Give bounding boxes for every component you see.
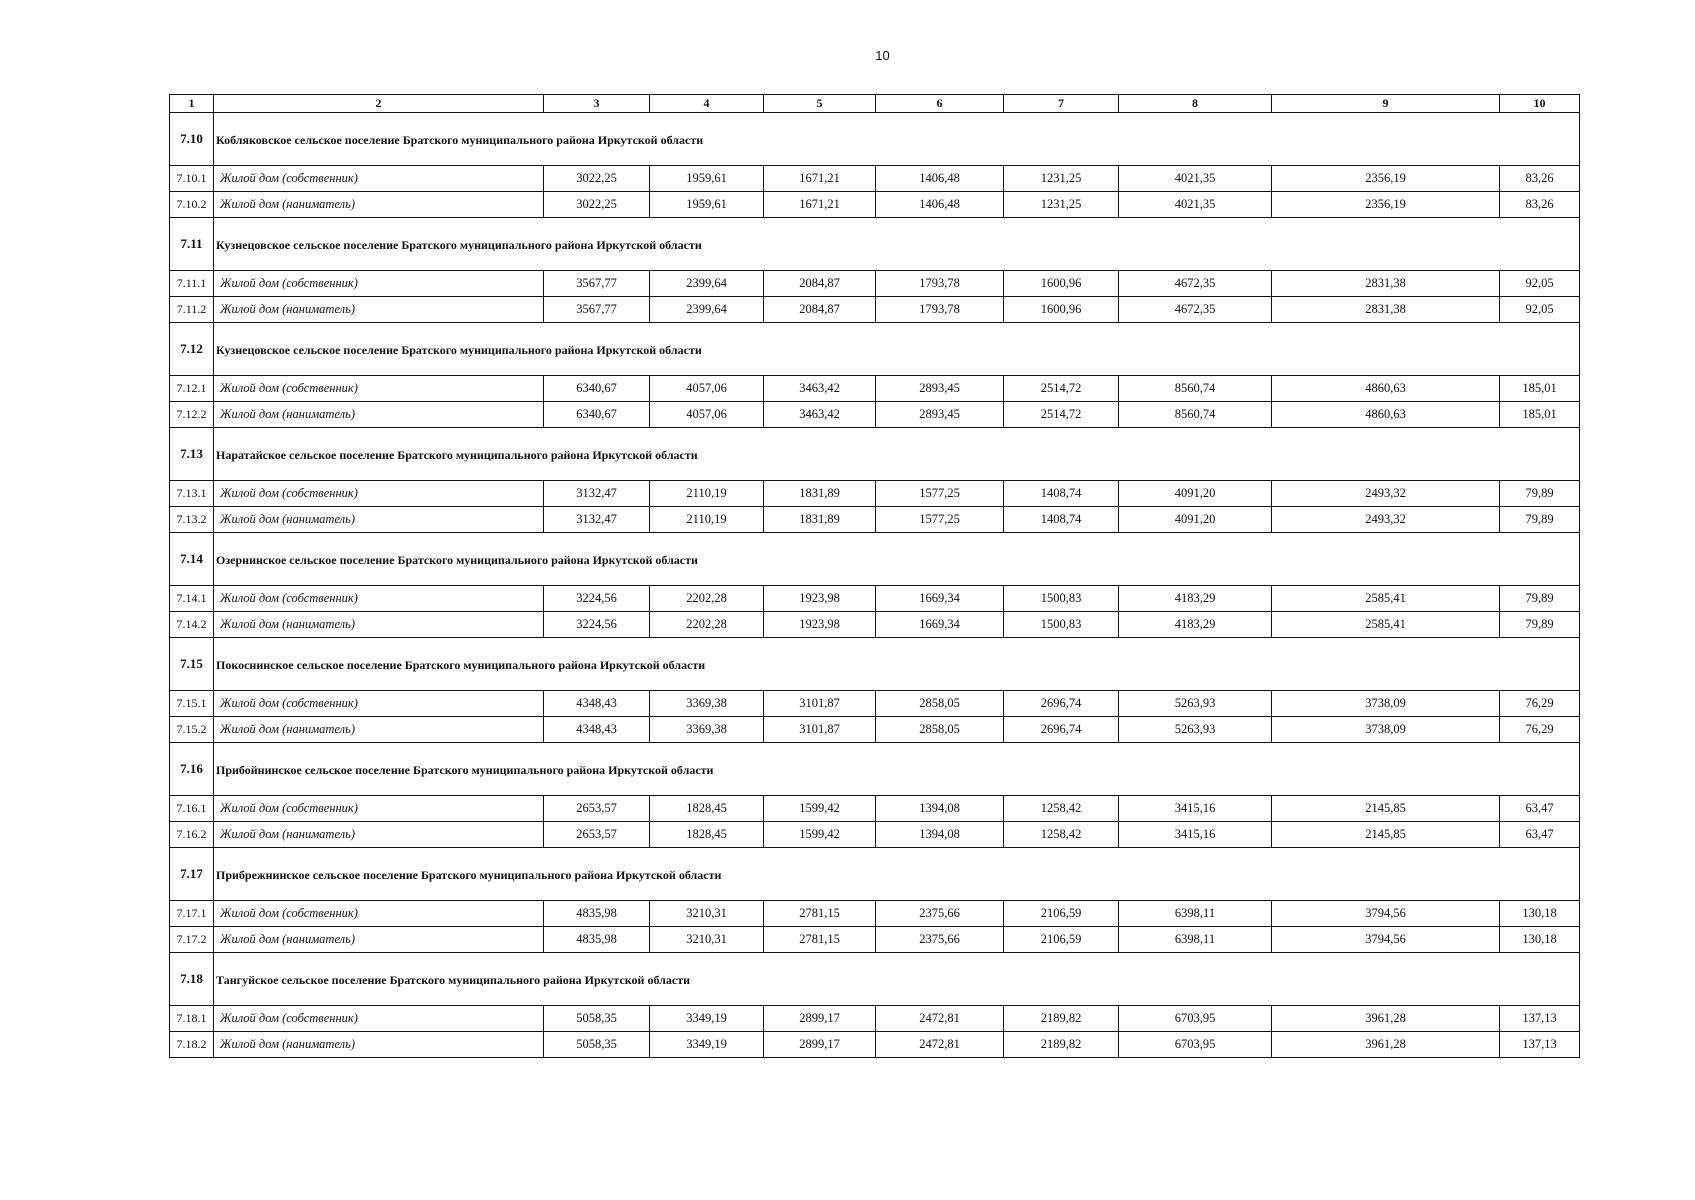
section-title: Прибрежнинское сельское поселение Братского муниципального района Иркутской области [214, 848, 1580, 901]
row-code: 7.18.2 [170, 1032, 214, 1058]
value-cell: 8560,74 [1119, 402, 1272, 428]
section-title: Тангуйское сельское поселение Братского муниципального района Иркутской области [214, 953, 1580, 1006]
value-cell: 1500,83 [1004, 586, 1119, 612]
section-header-row [170, 428, 1580, 481]
value-cell: 2356,19 [1272, 192, 1500, 218]
value-cell: 2493,32 [1272, 507, 1500, 533]
column-header: 8 [1119, 95, 1272, 113]
row-description: Жилой дом (собственник) [214, 271, 544, 297]
row-code: 7.14.1 [170, 586, 214, 612]
value-cell: 3961,28 [1272, 1006, 1500, 1032]
value-cell: 1258,42 [1004, 822, 1119, 848]
value-cell: 63,47 [1500, 822, 1580, 848]
value-cell: 2696,74 [1004, 717, 1119, 743]
value-cell: 1671,21 [764, 192, 876, 218]
value-cell: 76,29 [1500, 691, 1580, 717]
value-cell: 2375,66 [876, 927, 1004, 953]
row-description: Жилой дом (наниматель) [214, 1032, 544, 1058]
tariff-table [169, 94, 1580, 1058]
row-description: Жилой дом (собственник) [214, 586, 544, 612]
value-cell: 2893,45 [876, 402, 1004, 428]
value-cell: 3224,56 [544, 586, 650, 612]
section-title: Кобляковское сельское поселение Братского муниципального района Иркутской области [214, 113, 1580, 166]
value-cell: 4672,35 [1119, 297, 1272, 323]
table-row [170, 376, 1580, 402]
value-cell: 3738,09 [1272, 691, 1500, 717]
section-header-row [170, 743, 1580, 796]
value-cell: 3415,16 [1119, 796, 1272, 822]
value-cell: 1577,25 [876, 507, 1004, 533]
value-cell: 1959,61 [650, 192, 764, 218]
value-cell: 3463,42 [764, 376, 876, 402]
value-cell: 1406,48 [876, 192, 1004, 218]
row-code: 7.18.1 [170, 1006, 214, 1032]
section-title: Покоснинское сельское поселение Братского муниципального района Иркутской области [214, 638, 1580, 691]
value-cell: 1669,34 [876, 586, 1004, 612]
row-description: Жилой дом (собственник) [214, 901, 544, 927]
value-cell: 1671,21 [764, 166, 876, 192]
table-row [170, 402, 1580, 428]
value-cell: 3349,19 [650, 1006, 764, 1032]
value-cell: 76,29 [1500, 717, 1580, 743]
value-cell: 1599,42 [764, 796, 876, 822]
section-title: Кузнецовское сельское поселение Братского муниципального района Иркутской области [214, 323, 1580, 376]
value-cell: 2375,66 [876, 901, 1004, 927]
value-cell: 2106,59 [1004, 927, 1119, 953]
value-cell: 83,26 [1500, 166, 1580, 192]
value-cell: 185,01 [1500, 402, 1580, 428]
column-header: 7 [1004, 95, 1119, 113]
value-cell: 5263,93 [1119, 717, 1272, 743]
value-cell: 130,18 [1500, 901, 1580, 927]
value-cell: 2858,05 [876, 691, 1004, 717]
row-code: 7.15.2 [170, 717, 214, 743]
column-header-row [170, 95, 1580, 113]
row-code: 7.16.2 [170, 822, 214, 848]
value-cell: 2189,82 [1004, 1006, 1119, 1032]
value-cell: 92,05 [1500, 297, 1580, 323]
table-row [170, 481, 1580, 507]
value-cell: 1577,25 [876, 481, 1004, 507]
section-title: Озернинское сельское поселение Братского муниципального района Иркутской области [214, 533, 1580, 586]
section-title: Наратайское сельское поселение Братского муниципального района Иркутской области [214, 428, 1580, 481]
value-cell: 2399,64 [650, 297, 764, 323]
value-cell: 1793,78 [876, 271, 1004, 297]
row-code: 7.17.1 [170, 901, 214, 927]
value-cell: 4860,63 [1272, 402, 1500, 428]
value-cell: 6398,11 [1119, 901, 1272, 927]
row-code: 7.12.2 [170, 402, 214, 428]
value-cell: 5263,93 [1119, 691, 1272, 717]
value-cell: 4835,98 [544, 927, 650, 953]
value-cell: 79,89 [1500, 507, 1580, 533]
column-header: 10 [1500, 95, 1580, 113]
value-cell: 1828,45 [650, 822, 764, 848]
value-cell: 4091,20 [1119, 481, 1272, 507]
value-cell: 3022,25 [544, 192, 650, 218]
table-body [170, 95, 1580, 1058]
section-code: 7.17 [170, 848, 214, 901]
row-description: Жилой дом (наниматель) [214, 822, 544, 848]
value-cell: 6340,67 [544, 376, 650, 402]
value-cell: 92,05 [1500, 271, 1580, 297]
value-cell: 1600,96 [1004, 297, 1119, 323]
value-cell: 2781,15 [764, 927, 876, 953]
section-header-row [170, 638, 1580, 691]
value-cell: 1231,25 [1004, 166, 1119, 192]
value-cell: 2514,72 [1004, 402, 1119, 428]
value-cell: 2831,38 [1272, 271, 1500, 297]
row-description: Жилой дом (наниматель) [214, 402, 544, 428]
value-cell: 2653,57 [544, 796, 650, 822]
section-code: 7.15 [170, 638, 214, 691]
value-cell: 3224,56 [544, 612, 650, 638]
value-cell: 4021,35 [1119, 192, 1272, 218]
value-cell: 1831,89 [764, 481, 876, 507]
value-cell: 4835,98 [544, 901, 650, 927]
table-row [170, 297, 1580, 323]
row-description: Жилой дом (наниматель) [214, 297, 544, 323]
value-cell: 4057,06 [650, 376, 764, 402]
value-cell: 2781,15 [764, 901, 876, 927]
row-code: 7.12.1 [170, 376, 214, 402]
page-number: 10 [875, 48, 890, 63]
value-cell: 1406,48 [876, 166, 1004, 192]
value-cell: 1500,83 [1004, 612, 1119, 638]
table-row [170, 507, 1580, 533]
value-cell: 2696,74 [1004, 691, 1119, 717]
table-row [170, 586, 1580, 612]
value-cell: 3567,77 [544, 297, 650, 323]
section-code: 7.14 [170, 533, 214, 586]
section-code: 7.11 [170, 218, 214, 271]
row-code: 7.13.2 [170, 507, 214, 533]
value-cell: 137,13 [1500, 1006, 1580, 1032]
value-cell: 1231,25 [1004, 192, 1119, 218]
row-code: 7.15.1 [170, 691, 214, 717]
value-cell: 2145,85 [1272, 796, 1500, 822]
row-description: Жилой дом (собственник) [214, 691, 544, 717]
value-cell: 79,89 [1500, 481, 1580, 507]
section-code: 7.10 [170, 113, 214, 166]
column-header: 2 [214, 95, 544, 113]
value-cell: 2514,72 [1004, 376, 1119, 402]
value-cell: 1258,42 [1004, 796, 1119, 822]
value-cell: 2189,82 [1004, 1032, 1119, 1058]
value-cell: 2110,19 [650, 481, 764, 507]
value-cell: 2585,41 [1272, 586, 1500, 612]
table-row [170, 1006, 1580, 1032]
value-cell: 63,47 [1500, 796, 1580, 822]
row-description: Жилой дом (наниматель) [214, 612, 544, 638]
section-header-row [170, 533, 1580, 586]
value-cell: 4348,43 [544, 717, 650, 743]
column-header: 3 [544, 95, 650, 113]
value-cell: 3415,16 [1119, 822, 1272, 848]
value-cell: 1408,74 [1004, 507, 1119, 533]
value-cell: 3567,77 [544, 271, 650, 297]
value-cell: 4091,20 [1119, 507, 1272, 533]
value-cell: 2145,85 [1272, 822, 1500, 848]
value-cell: 8560,74 [1119, 376, 1272, 402]
row-code: 7.14.2 [170, 612, 214, 638]
value-cell: 130,18 [1500, 927, 1580, 953]
value-cell: 2110,19 [650, 507, 764, 533]
value-cell: 2084,87 [764, 297, 876, 323]
value-cell: 3210,31 [650, 901, 764, 927]
column-header: 9 [1272, 95, 1500, 113]
value-cell: 1408,74 [1004, 481, 1119, 507]
value-cell: 2858,05 [876, 717, 1004, 743]
column-header: 1 [170, 95, 214, 113]
value-cell: 2356,19 [1272, 166, 1500, 192]
value-cell: 4672,35 [1119, 271, 1272, 297]
row-description: Жилой дом (собственник) [214, 376, 544, 402]
value-cell: 2202,28 [650, 586, 764, 612]
value-cell: 4183,29 [1119, 612, 1272, 638]
section-header-row [170, 953, 1580, 1006]
value-cell: 3738,09 [1272, 717, 1500, 743]
value-cell: 2653,57 [544, 822, 650, 848]
value-cell: 2831,38 [1272, 297, 1500, 323]
value-cell: 3794,56 [1272, 901, 1500, 927]
value-cell: 1599,42 [764, 822, 876, 848]
value-cell: 3132,47 [544, 507, 650, 533]
value-cell: 3022,25 [544, 166, 650, 192]
value-cell: 2899,17 [764, 1006, 876, 1032]
value-cell: 4183,29 [1119, 586, 1272, 612]
row-code: 7.10.2 [170, 192, 214, 218]
value-cell: 1669,34 [876, 612, 1004, 638]
value-cell: 2084,87 [764, 271, 876, 297]
table-row [170, 166, 1580, 192]
value-cell: 137,13 [1500, 1032, 1580, 1058]
column-header: 5 [764, 95, 876, 113]
row-description: Жилой дом (наниматель) [214, 717, 544, 743]
section-header-row [170, 218, 1580, 271]
value-cell: 3349,19 [650, 1032, 764, 1058]
value-cell: 3463,42 [764, 402, 876, 428]
value-cell: 2893,45 [876, 376, 1004, 402]
value-cell: 79,89 [1500, 586, 1580, 612]
value-cell: 3369,38 [650, 717, 764, 743]
value-cell: 2585,41 [1272, 612, 1500, 638]
value-cell: 1394,08 [876, 796, 1004, 822]
value-cell: 185,01 [1500, 376, 1580, 402]
section-header-row [170, 323, 1580, 376]
value-cell: 5058,35 [544, 1006, 650, 1032]
section-title: Прибойнинское сельское поселение Братского муниципального района Иркутской области [214, 743, 1580, 796]
value-cell: 1394,08 [876, 822, 1004, 848]
row-description: Жилой дом (собственник) [214, 796, 544, 822]
value-cell: 3101,87 [764, 717, 876, 743]
section-code: 7.18 [170, 953, 214, 1006]
value-cell: 3210,31 [650, 927, 764, 953]
table-row [170, 717, 1580, 743]
table-row [170, 612, 1580, 638]
row-code: 7.11.2 [170, 297, 214, 323]
row-description: Жилой дом (собственник) [214, 481, 544, 507]
value-cell: 4021,35 [1119, 166, 1272, 192]
column-header: 4 [650, 95, 764, 113]
row-code: 7.16.1 [170, 796, 214, 822]
section-header-row [170, 848, 1580, 901]
value-cell: 83,26 [1500, 192, 1580, 218]
value-cell: 1959,61 [650, 166, 764, 192]
row-code: 7.11.1 [170, 271, 214, 297]
row-code: 7.13.1 [170, 481, 214, 507]
row-description: Жилой дом (наниматель) [214, 192, 544, 218]
value-cell: 1831,89 [764, 507, 876, 533]
value-cell: 79,89 [1500, 612, 1580, 638]
value-cell: 3961,28 [1272, 1032, 1500, 1058]
table-row [170, 691, 1580, 717]
value-cell: 2472,81 [876, 1006, 1004, 1032]
table-row [170, 192, 1580, 218]
value-cell: 2493,32 [1272, 481, 1500, 507]
table-row [170, 822, 1580, 848]
value-cell: 4860,63 [1272, 376, 1500, 402]
row-description: Жилой дом (собственник) [214, 1006, 544, 1032]
table-row [170, 796, 1580, 822]
row-code: 7.10.1 [170, 166, 214, 192]
value-cell: 1923,98 [764, 612, 876, 638]
value-cell: 2472,81 [876, 1032, 1004, 1058]
column-header: 6 [876, 95, 1004, 113]
section-code: 7.13 [170, 428, 214, 481]
value-cell: 2899,17 [764, 1032, 876, 1058]
section-title: Кузнецовское сельское поселение Братского муниципального района Иркутской области [214, 218, 1580, 271]
value-cell: 6340,67 [544, 402, 650, 428]
section-code: 7.16 [170, 743, 214, 796]
value-cell: 3101,87 [764, 691, 876, 717]
value-cell: 6703,95 [1119, 1032, 1272, 1058]
value-cell: 2202,28 [650, 612, 764, 638]
value-cell: 1828,45 [650, 796, 764, 822]
value-cell: 4057,06 [650, 402, 764, 428]
row-description: Жилой дом (собственник) [214, 166, 544, 192]
table-row [170, 927, 1580, 953]
row-code: 7.17.2 [170, 927, 214, 953]
value-cell: 6398,11 [1119, 927, 1272, 953]
value-cell: 1600,96 [1004, 271, 1119, 297]
section-header-row [170, 113, 1580, 166]
table-row [170, 1032, 1580, 1058]
value-cell: 3369,38 [650, 691, 764, 717]
value-cell: 4348,43 [544, 691, 650, 717]
table-row [170, 271, 1580, 297]
table-row [170, 901, 1580, 927]
value-cell: 5058,35 [544, 1032, 650, 1058]
value-cell: 2106,59 [1004, 901, 1119, 927]
value-cell: 2399,64 [650, 271, 764, 297]
section-code: 7.12 [170, 323, 214, 376]
row-description: Жилой дом (наниматель) [214, 927, 544, 953]
row-description: Жилой дом (наниматель) [214, 507, 544, 533]
value-cell: 1923,98 [764, 586, 876, 612]
value-cell: 6703,95 [1119, 1006, 1272, 1032]
value-cell: 1793,78 [876, 297, 1004, 323]
value-cell: 3132,47 [544, 481, 650, 507]
value-cell: 3794,56 [1272, 927, 1500, 953]
